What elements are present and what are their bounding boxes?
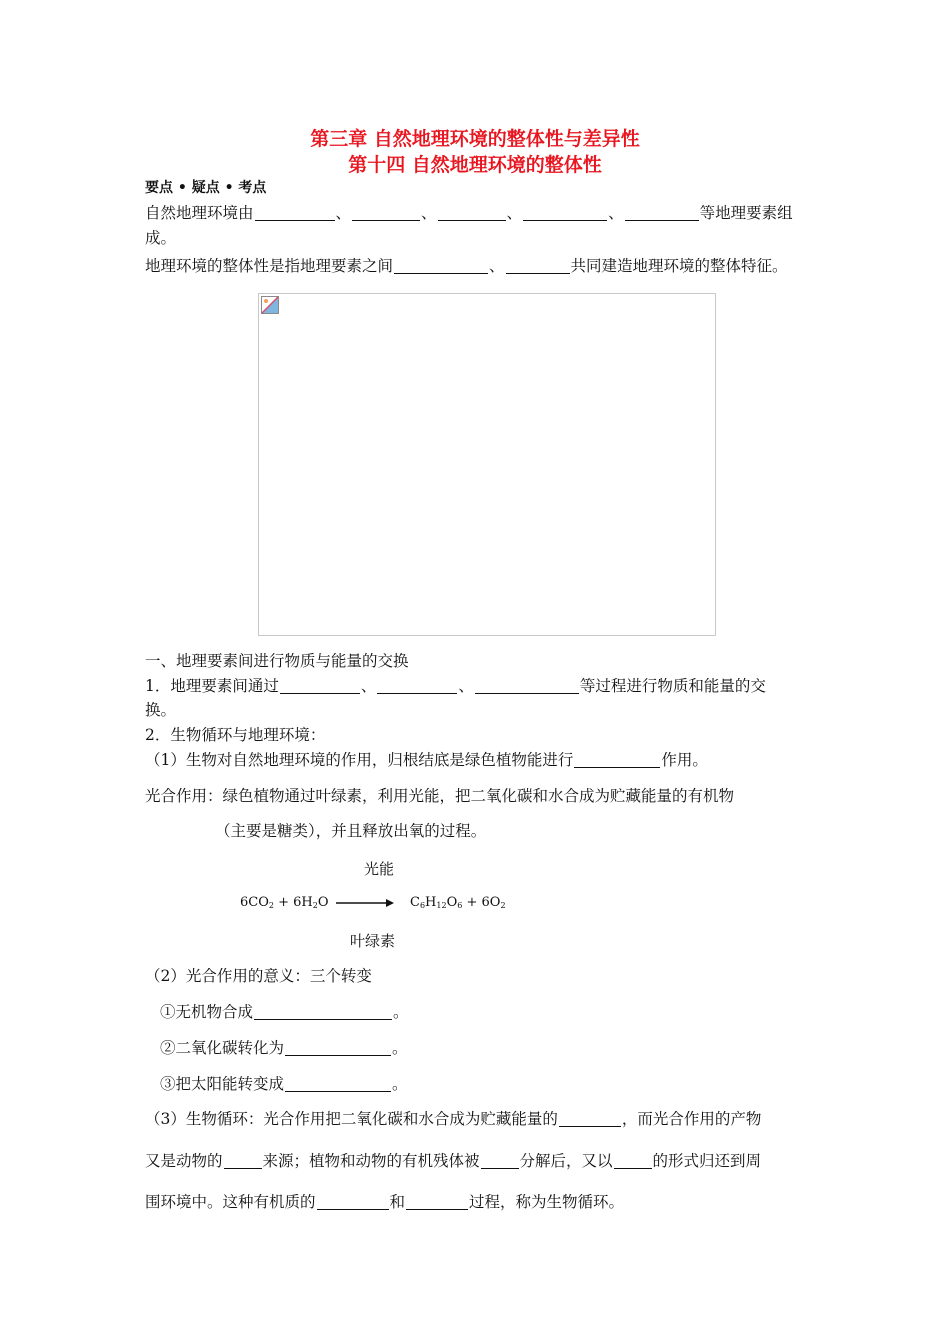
equation-products: $C_6H_{12}O_6 + 6O_2$: [410, 895, 506, 910]
intro-prefix: 自然地理环境由: [145, 204, 254, 222]
intro-line-2-prefix: 地理环境的整体性是指地理要素之间: [145, 257, 394, 275]
significance-item-3-label: ③把太阳能转变成: [160, 1075, 285, 1093]
item-1-suffix: 等过程进行物质和能量的交: [579, 677, 766, 695]
answer-blank[interactable]: [352, 204, 420, 221]
sub-item-1: [145, 750, 708, 770]
significance-item-2-label: ②二氧化碳转化为: [160, 1039, 285, 1057]
answer-blank[interactable]: [406, 1193, 468, 1210]
answer-blank[interactable]: [438, 204, 506, 221]
answer-blank[interactable]: [317, 1193, 389, 1210]
cycle-line-3-b: 和: [389, 1193, 406, 1211]
broken-image-icon: [261, 296, 279, 314]
period: 。: [393, 1003, 409, 1021]
intro-suffix: 等地理要素组: [699, 204, 793, 222]
photosynthesis-definition: 光合作用：绿色植物通过叶绿素，利用光能，把二氧化碳和水合成为贮藏能量的有机物: [145, 787, 735, 805]
significance-heading: （2）光合作用的意义：三个转变: [145, 967, 372, 985]
item-1: [145, 676, 766, 696]
section-title: 第十四 自然地理环境的整体性: [348, 154, 602, 176]
cycle-line-3-c: 过程，称为生物循环。: [469, 1193, 625, 1211]
answer-blank[interactable]: [506, 257, 570, 274]
equation-reactants: $6CO_2 + 6H_2O$: [240, 895, 329, 910]
key-points-label: 要点 • 疑点 • 考点: [145, 180, 267, 196]
item-1-wrap: 换。: [145, 701, 177, 719]
chapter-title: 第三章 自然地理环境的整体性与差异性: [310, 128, 640, 150]
cycle-line-3: [145, 1192, 624, 1212]
answer-blank[interactable]: [574, 751, 660, 768]
significance-item-1-label: ①无机物合成: [160, 1003, 254, 1021]
answer-blank[interactable]: [224, 1152, 262, 1169]
separator: 、: [458, 677, 474, 695]
answer-blank[interactable]: [280, 677, 360, 694]
intro-line-2-suffix: 共同建造地理环境的整体特征。: [570, 257, 788, 275]
separator: 、: [360, 677, 377, 695]
answer-blank[interactable]: [394, 257, 488, 274]
photosynthesis-definition-cont: （主要是糖类），并且释放出氧的过程。: [215, 822, 487, 840]
intro-line-1: [145, 203, 793, 223]
equation-condition-chlorophyll: 叶绿素: [350, 932, 396, 950]
cycle-line-3-a: 围环境中。这种有机质的: [145, 1193, 316, 1211]
significance-item-3: [160, 1074, 408, 1094]
period: 。: [392, 1075, 408, 1093]
answer-blank[interactable]: [523, 204, 607, 221]
answer-blank[interactable]: [255, 204, 335, 221]
sub-item-1-suffix: 作用。: [661, 751, 708, 769]
answer-blank[interactable]: [254, 1003, 392, 1020]
separator: 、: [608, 204, 624, 222]
reaction-arrow-icon: [336, 897, 396, 909]
answer-blank[interactable]: [614, 1152, 652, 1169]
intro-line-2: [145, 256, 788, 276]
cycle-line-1-suffix: ，而光合作用的产物: [621, 1110, 762, 1128]
significance-item-1: [160, 1002, 409, 1022]
section-1-heading: 一、地理要素间进行物质与能量的交换: [145, 652, 409, 670]
cycle-line-2-c: 分解后，又以: [519, 1152, 613, 1170]
significance-item-2: [160, 1038, 408, 1058]
item-2: 2．生物循环与地理环境：: [145, 726, 326, 744]
figure-placeholder: [258, 293, 716, 636]
answer-blank[interactable]: [559, 1110, 621, 1127]
answer-blank[interactable]: [625, 204, 699, 221]
cycle-line-1-prefix: （3）生物循环：光合作用把二氧化碳和水合成为贮藏能量的: [145, 1110, 558, 1128]
equation-condition-light: 光能: [364, 860, 395, 878]
cycle-line-2-a: 又是动物的: [145, 1152, 223, 1170]
separator: 、: [489, 257, 505, 275]
item-1-prefix: 1．地理要素间通过: [145, 677, 279, 695]
period: 。: [392, 1039, 408, 1057]
answer-blank[interactable]: [475, 677, 579, 694]
separator: 、: [421, 204, 437, 222]
answer-blank[interactable]: [285, 1039, 391, 1056]
answer-blank[interactable]: [285, 1075, 391, 1092]
separator: 、: [506, 204, 523, 222]
answer-blank[interactable]: [481, 1152, 519, 1169]
intro-line-1-wrap: 成。: [145, 229, 177, 247]
cycle-line-1: [145, 1109, 761, 1129]
cycle-line-2-d: 的形式归还到周: [652, 1152, 762, 1170]
cycle-line-2: [145, 1151, 761, 1171]
answer-blank[interactable]: [377, 677, 457, 694]
cycle-line-2-b: 来源；植物和动物的有机残体被: [262, 1152, 480, 1170]
sub-item-1-prefix: （1）生物对自然地理环境的作用，归根结底是绿色植物能进行: [145, 751, 574, 769]
separator: 、: [335, 204, 352, 222]
